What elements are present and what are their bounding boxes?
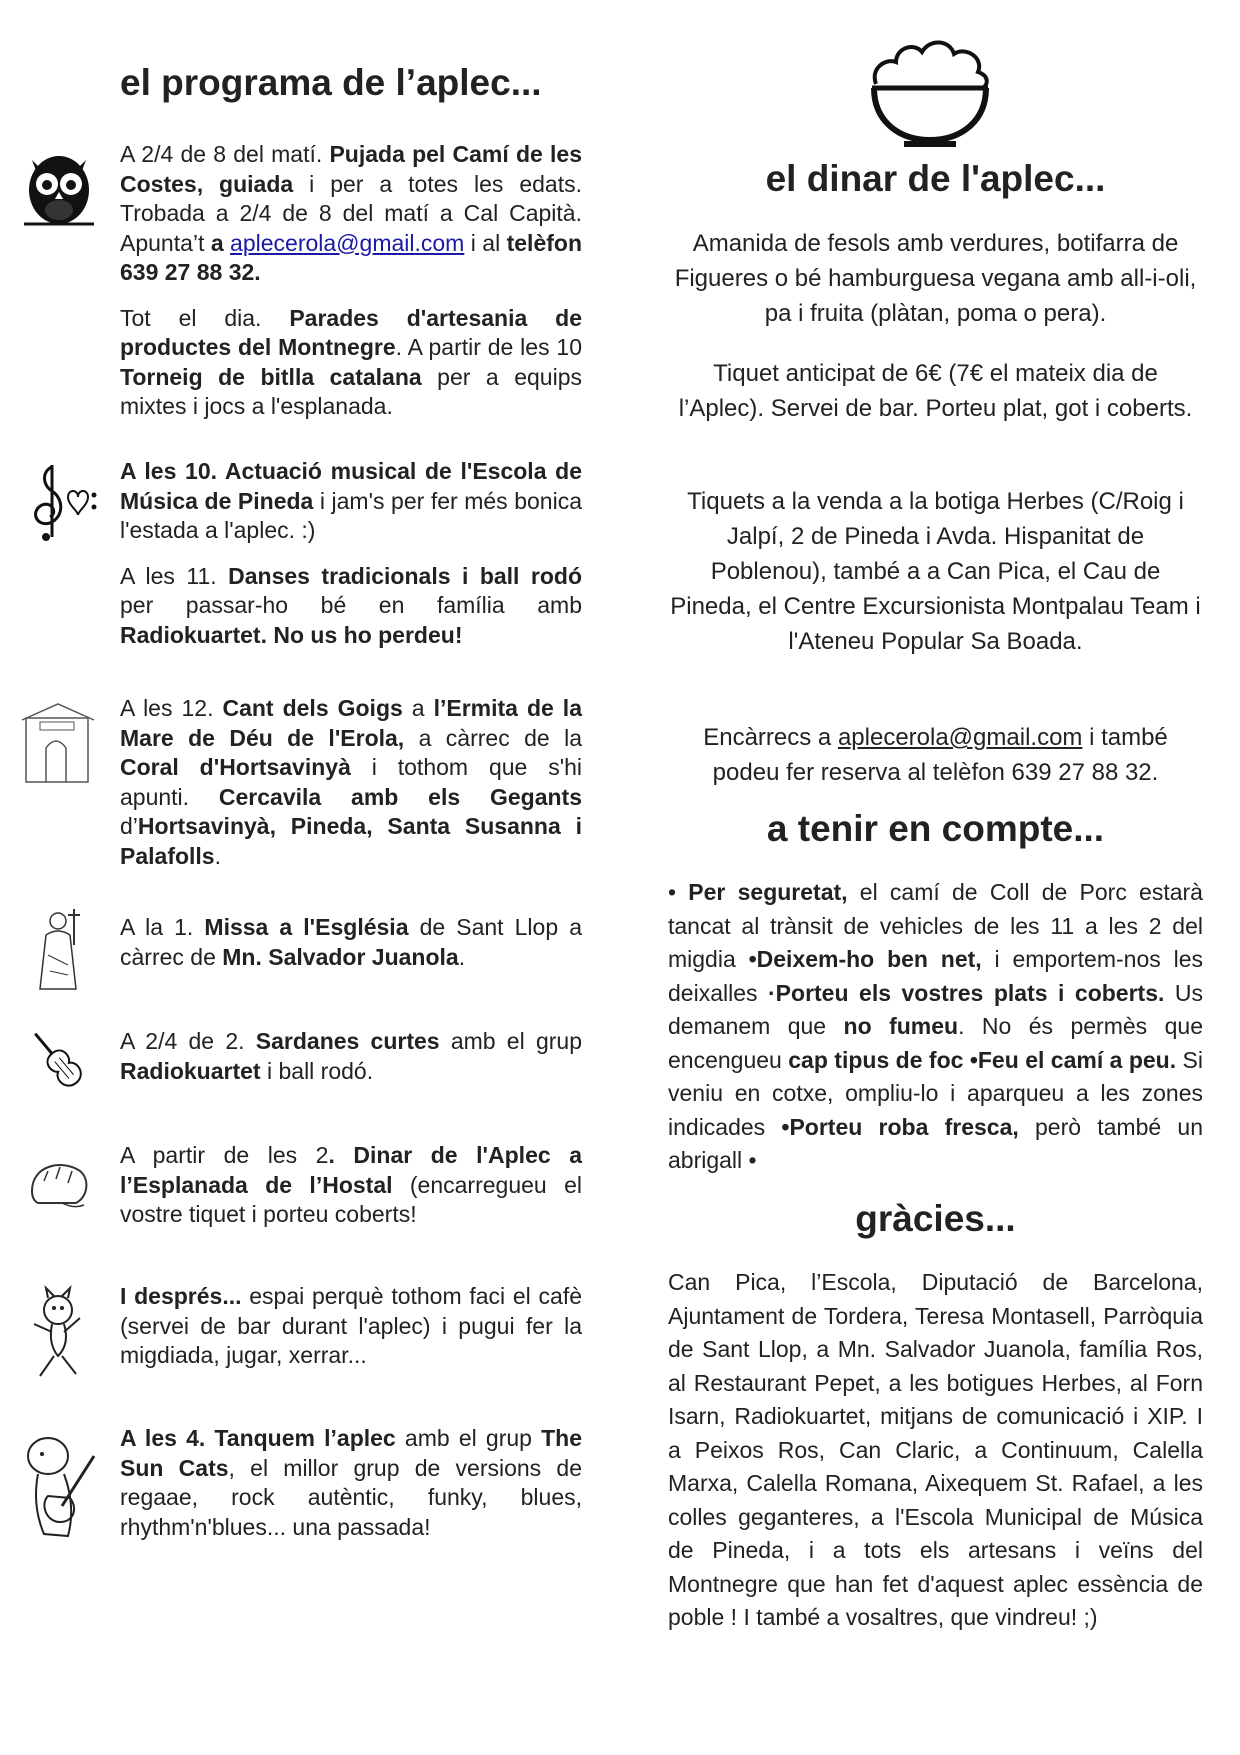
music-clef-icon [18, 461, 100, 543]
bold-text: Coral d'Hortsavinyà [120, 754, 351, 780]
text-run: • [668, 879, 689, 905]
lunch-menu: Amanida de fesols amb verdures, botifarra de Figueres o bé hamburguesa vegana amb all-i-oli, pa i fruita (plàtan, poma o pera). [674, 230, 1197, 327]
text-run: Si veniu en cotxe, ompliu-lo i aparqueu a les zones indicades [668, 1046, 1203, 1140]
text-run: de Sant Llop a càrrec de [120, 914, 582, 970]
lunch-title: el dinar de l'aplec... [765, 158, 1106, 199]
program-title: el programa de l’aplec... [120, 62, 542, 103]
orders-lead: Encàrrecs a [703, 724, 838, 751]
text-run: A les 11. [120, 562, 229, 589]
hermitage-icon [18, 698, 100, 788]
text-run: i per a totes les edats. Trobada a 2/4 de 8 del matí a Cal Capità. Apunta’t [120, 170, 582, 256]
email-link[interactable]: aplecerola@gmail.com [230, 229, 465, 256]
text-run: amb el grup [439, 1028, 582, 1054]
entry-text [120, 1424, 582, 1542]
bold-text: Torneig de bitlla catalana [120, 363, 422, 390]
entry-paragraph [120, 140, 582, 288]
entry-text [120, 1027, 582, 1086]
text-run: però també un abrigall • [668, 1113, 1203, 1173]
ticket-sales [668, 484, 1203, 659]
bold-text: Per seguretat, [688, 879, 848, 905]
notes-text [668, 876, 1203, 1178]
text-run: a [402, 695, 434, 721]
bold-text: •Porteu roba fresca, [781, 1113, 1019, 1140]
text-run: i ball rodó. [260, 1057, 374, 1084]
orders [668, 720, 1203, 790]
thanks-title: gràcies... [855, 1198, 1016, 1239]
bold-text: Missa a l'Església [204, 914, 409, 940]
bold-text: . Dinar de l'Aplec a l’Esplanada de l’Hostal [120, 1142, 582, 1198]
owl-icon [18, 146, 100, 228]
bread-icon [18, 1147, 100, 1217]
entry-paragraph [120, 304, 582, 422]
bold-text: cap tipus de foc •Feu el camí a peu. [788, 1046, 1177, 1073]
bold-text: Hortsavinyà, Pineda, Santa Susanna i Palafolls [120, 813, 582, 869]
bold-text: A les 4. Tanquem l’aplec [120, 1425, 396, 1451]
text-run: i tothom que s'hi apunti. [120, 754, 583, 810]
text-run: . No és permès que encengueu [668, 1013, 1203, 1073]
bold-text: ·Porteu els vostres plats i coberts. [768, 979, 1165, 1006]
text-run: espai perquè tothom faci el cafè (servei de bar durant l'aplec) i pugui fer la migdiada, jugar, xerrar... [120, 1283, 582, 1368]
text-run: , el millor grup de versions de regaae, rock autèntic, funky, blues, rhythm'n'blues... una passada! [120, 1454, 582, 1540]
entry-paragraph [120, 457, 582, 546]
text-run: el camí de Coll de Porc estarà tancat al trànsit de vehicles de les 11 a les 2 del migdia [668, 879, 1203, 972]
ticket-sales-places: la botiga Herbes (C/Roig i Jalpí, 2 de Pineda i Avda. Hispanitat de Poblenou), també a a Can Pica, el Cau de Pineda, el Centre Excursionista Montpalau Team i l'Ateneu Popular Sa Boada. [670, 488, 1201, 655]
saint-icon [18, 905, 100, 997]
bold-text: Danses tradicionals i ball rodó [228, 562, 582, 589]
text-run: i jam's per fer més bonica l'estada a l'aplec. :) [120, 487, 582, 543]
orders-rest: i també podeu fer reserva al telèfon 639 27 88 32. [712, 724, 1168, 786]
dancing-cat-icon [18, 1284, 100, 1384]
text-run: per a equips mixtes i jocs a l'esplanada. [120, 363, 582, 419]
notes-title: a tenir en compte... [766, 808, 1105, 849]
entry-text [120, 140, 582, 422]
entry-paragraph [120, 694, 582, 871]
bold-text: •Deixem-ho ben net, [748, 946, 982, 972]
bold-text: Pujada pel Camí de les Costes, guiada [120, 141, 582, 197]
text-run: A 2/4 de 8 del matí. [120, 141, 330, 167]
entry-text [120, 913, 582, 972]
bold-text: Radiokuartet [120, 1057, 261, 1084]
bold-text: Cercavila amb els Gegants [218, 783, 582, 810]
orders-email-link[interactable]: aplecerola@gmail.com [837, 724, 1083, 751]
text-run: per passar-ho bé en família amb [120, 592, 582, 618]
bold-text: Sardanes curtes [255, 1028, 440, 1054]
text-run: A partir de les 2 [120, 1142, 329, 1168]
entry-paragraph [120, 1141, 582, 1230]
text-run: Us demanem que [668, 979, 1204, 1039]
entry-paragraph [120, 1424, 582, 1542]
lunch-price: Tiquet anticipat de 6€ (7€ el mateix dia de l’Aplec). Servei de bar. Porteu plat, got i coberts. [678, 360, 1193, 422]
text-run: A la 1. [120, 914, 205, 940]
entry-text [120, 457, 582, 650]
text-run: amb el grup [395, 1425, 542, 1451]
bold-text: a [210, 229, 224, 256]
text-run: A les 12. [120, 695, 223, 721]
bold-text: Cant dels Goigs [222, 695, 403, 721]
guitar-player-icon [18, 1426, 100, 1548]
text-run: Tot el dia. [120, 304, 290, 331]
bold-text: The Sun Cats [120, 1425, 582, 1481]
entry-text [120, 694, 582, 871]
bold-text: Radiokuartet. No us ho perdeu! [120, 621, 463, 648]
bold-text: I després... [120, 1283, 242, 1309]
bold-text: Parades d'artesania de productes del Montnegre [120, 304, 582, 360]
ticket-sales-lead: Tiquets a la venda a [687, 488, 903, 515]
text-run: d’ [120, 813, 138, 839]
entry-text [120, 1141, 582, 1230]
bold-text: A les 10. Actuació musical de l'Escola de Música de Pineda [120, 458, 582, 514]
bowl-icon [860, 32, 1000, 156]
text-run: . [458, 943, 466, 970]
entry-paragraph [120, 913, 582, 972]
text-run: i al [464, 229, 507, 256]
thanks-text: Can Pica, l’Escola, Diputació de Barcelona, Ajuntament de Tordera, Teresa Montasell, Parròquia de Sant Llop, a Mn. Salvador Juanola, família Ros, al Restaurant Pepet, a les botigues Herbes, al Forn Isarn, Radiokuartet, mitjans de comunicació i XIP. I a Peixos Ros, Can Claric, a Continuum, Calella Marxa, Calella Romana, Aixequem St. Rafael, a les colles geganteres, a l'Escola Municipal de Música de Pineda, i a tots els artesans i veïns del Montnegre que han fet d'aquest aplec essència de poble ! I també a vosaltres, que vindreu! ;) [668, 1269, 1203, 1630]
text-run: A 2/4 de 2. [120, 1028, 256, 1054]
bold-text: telèfon 639 27 88 32. [120, 229, 582, 285]
entry-paragraph [120, 562, 582, 651]
bold-text: Mn. Salvador Juanola [222, 943, 459, 970]
entry-paragraph [120, 1027, 582, 1086]
text-run: . A partir de les 10 [395, 334, 582, 360]
bold-text: l’Ermita de la Mare de Déu de l'Erola, [120, 695, 582, 751]
text-run: (encarregueu el vostre tiquet i porteu coberts! [120, 1171, 582, 1227]
text-run: . [214, 842, 221, 869]
entry-paragraph [120, 1282, 582, 1371]
text-run: i emportem-nos les deixalles [668, 946, 1203, 1006]
text-run: a càrrec de la [404, 724, 582, 751]
violin-icon [18, 1021, 100, 1103]
entry-text [120, 1282, 582, 1371]
bold-text: no fumeu [843, 1013, 959, 1039]
